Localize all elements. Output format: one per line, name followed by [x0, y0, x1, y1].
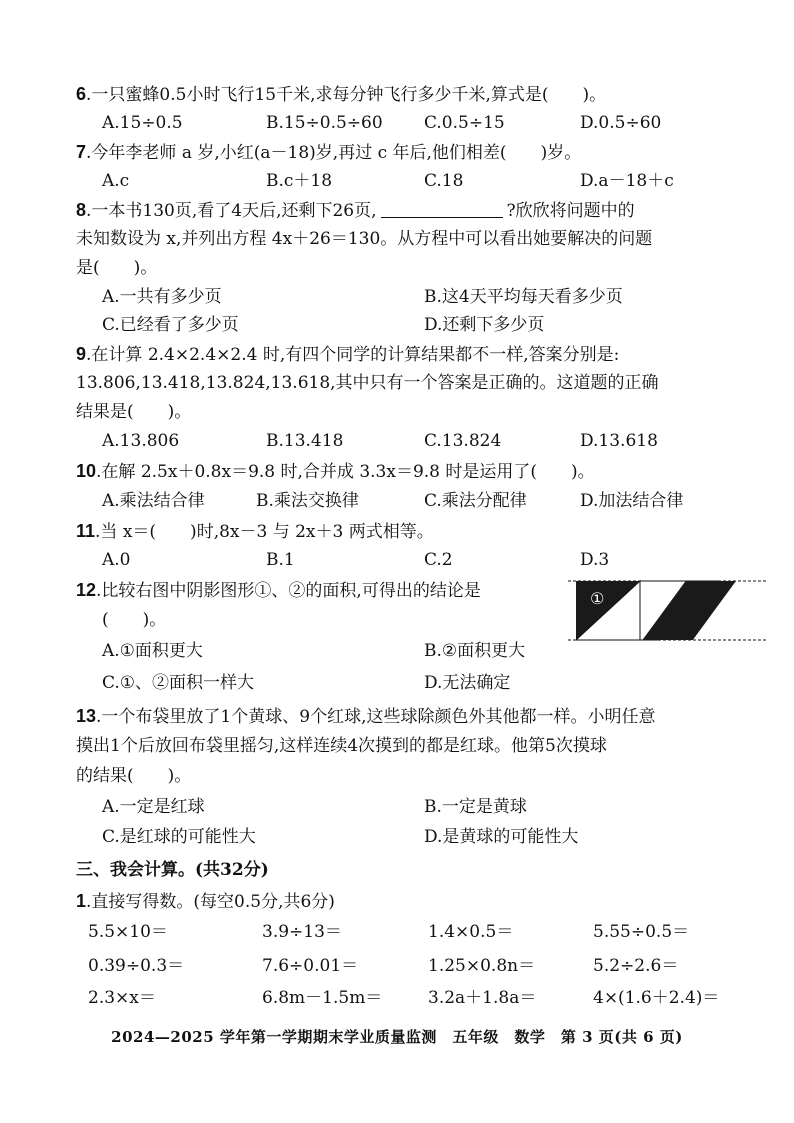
- options-q6: [102, 110, 762, 136]
- option-d: D.0.5÷60: [580, 113, 662, 133]
- option-d: D.3: [580, 550, 610, 570]
- calc-item[interactable]: 5.5×10＝: [88, 922, 168, 942]
- question-text: .一只蜜蜂0.5小时飞行15千米,求每分钟飞行多少千米,算式是( )。: [86, 85, 607, 105]
- option-b: B.15÷0.5÷60: [266, 113, 383, 133]
- option-b: B.这4天平均每天看多少页: [424, 287, 623, 307]
- option-c: C.已经看了多少页: [102, 315, 239, 335]
- option-d: D.是黄球的可能性大: [424, 827, 579, 847]
- calc-item[interactable]: 3.2a＋1.8a＝: [428, 988, 537, 1008]
- page-footer: 2024—2025 学年第一学期期末学业质量监测 五年级 数学 第 3 页(共 6 页): [111, 1028, 683, 1046]
- options-q8-row2: [102, 312, 762, 338]
- calc-row-1: [88, 918, 768, 946]
- question-12: [76, 576, 556, 606]
- calc-item[interactable]: 1.25×0.8n＝: [428, 956, 536, 976]
- option-c: C.2: [424, 550, 453, 570]
- question-number: 12: [76, 580, 97, 600]
- question-text: .比较右图中阴影图形①、②的面积,可得出的结论是: [96, 581, 481, 601]
- option-c: C.0.5÷15: [424, 113, 505, 133]
- option-d: D.无法确定: [424, 673, 511, 693]
- question-number: 6: [76, 84, 87, 104]
- question-13-line2: 摸出1个后放回布袋里摇匀,这样连续4次摸到的都是红球。他第5次摸球: [76, 736, 607, 756]
- option-c: C.是红球的可能性大: [102, 827, 256, 847]
- option-a: A.一定是红球: [102, 797, 205, 817]
- options-q11: [102, 547, 762, 573]
- question-number: 8: [76, 200, 87, 220]
- calc-item[interactable]: 7.6÷0.01＝: [262, 956, 359, 976]
- option-d: D.还剩下多少页: [424, 315, 545, 335]
- question-text: .在解 2.5x＋0.8x＝9.8 时,合并成 3.3x＝9.8 时是运用了( )。: [96, 462, 595, 482]
- question-7: [76, 138, 756, 168]
- option-a: A.①面积更大: [102, 641, 203, 661]
- option-b: B.c＋18: [266, 171, 333, 191]
- calc-row-2: [88, 952, 768, 980]
- question-12-line2: ( )。: [102, 610, 167, 630]
- question-11: [76, 517, 756, 547]
- question-8: [76, 196, 756, 226]
- calc-item[interactable]: 6.8m－1.5m＝: [262, 988, 383, 1008]
- section-heading: 三、我会计算。(共32分): [76, 860, 269, 880]
- figure-label-1: ①: [590, 589, 605, 608]
- calc-row-3: [88, 984, 768, 1012]
- calc-item[interactable]: 5.55÷0.5＝: [593, 922, 690, 942]
- question-text: .今年李老师 a 岁,小红(a－18)岁,再过 c 年后,他们相差( )岁。: [86, 143, 582, 163]
- question-text-cont: ?欣欣将问题中的: [506, 201, 635, 221]
- option-c: C.13.824: [424, 431, 502, 451]
- question-13-line3: 的结果( )。: [76, 766, 192, 786]
- question-9-line3: 结果是( )。: [76, 402, 192, 422]
- question-number: 10: [76, 461, 97, 481]
- question-text: .一本书130页,看了4天后,还剩下26页,: [86, 201, 377, 221]
- question-number: 1: [76, 891, 87, 911]
- question-text: .直接写得数。(每空0.5分,共6分): [86, 892, 335, 912]
- question-text: .一个布袋里放了1个黄球、9个红球,这些球除颜色外其他都一样。小明任意: [96, 707, 656, 727]
- option-a: A.15÷0.5: [102, 113, 183, 133]
- option-b: B.乘法交换律: [256, 491, 359, 511]
- option-d: D.加法结合律: [580, 491, 684, 511]
- options-q7: [102, 168, 762, 194]
- option-b: B.13.418: [266, 431, 344, 451]
- options-q13-row2: [102, 824, 762, 850]
- question-8-line2: 未知数设为 x,并列出方程 4x＋26＝130。从方程中可以看出她要解决的问题: [76, 229, 653, 249]
- options-q12-row2: [102, 670, 762, 696]
- options-q13-row1: [102, 794, 762, 820]
- question-text: .在计算 2.4×2.4×2.4 时,有四个同学的计算结果都不一样,答案分别是:: [86, 345, 620, 365]
- calc-item[interactable]: 1.4×0.5＝: [428, 922, 514, 942]
- option-a: A.13.806: [102, 431, 180, 451]
- option-c: C.①、②面积一样大: [102, 673, 255, 693]
- question-number: 13: [76, 706, 97, 726]
- question-number: 9: [76, 344, 87, 364]
- option-b: B.②面积更大: [424, 641, 526, 661]
- option-c: C.乘法分配律: [424, 491, 527, 511]
- answer-blank[interactable]: [381, 199, 503, 218]
- question-text: .当 x＝( )时,8x－3 与 2x＋3 两式相等。: [95, 522, 434, 542]
- question-8-line3: 是( )。: [76, 258, 158, 278]
- option-a: A.c: [102, 171, 130, 191]
- calc-item[interactable]: 0.39÷0.3＝: [88, 956, 185, 976]
- option-d: D.13.618: [580, 431, 658, 451]
- option-a: A.一共有多少页: [102, 287, 222, 307]
- options-q9: [102, 428, 762, 454]
- calc-item[interactable]: 2.3×x＝: [88, 988, 156, 1008]
- option-a: A.0: [102, 550, 131, 570]
- calc-item[interactable]: 4×(1.6＋2.4)＝: [593, 988, 720, 1008]
- figure-label-2: ②: [658, 589, 673, 608]
- option-b: B.一定是黄球: [424, 797, 527, 817]
- question-number: 11: [76, 521, 96, 541]
- calc-item[interactable]: 3.9÷13＝: [262, 922, 342, 942]
- option-a: A.乘法结合律: [102, 491, 205, 511]
- question-6: [76, 80, 756, 110]
- question-10: [76, 457, 756, 487]
- option-b: B.1: [266, 550, 295, 570]
- options-q10: [102, 488, 762, 514]
- option-c: C.18: [424, 171, 464, 191]
- question-number: 7: [76, 142, 87, 162]
- shaded-figure: [568, 578, 768, 642]
- question-9: [76, 340, 756, 370]
- question-13: [76, 702, 756, 732]
- question-9-line2: 13.806,13.418,13.824,13.618,其中只有一个答案是正确的。这道题的正确: [76, 373, 659, 393]
- options-q8-row1: [102, 284, 762, 310]
- option-d: D.a－18＋c: [580, 171, 674, 191]
- calc-question-1: [76, 887, 756, 917]
- calc-item[interactable]: 5.2÷2.6＝: [593, 956, 679, 976]
